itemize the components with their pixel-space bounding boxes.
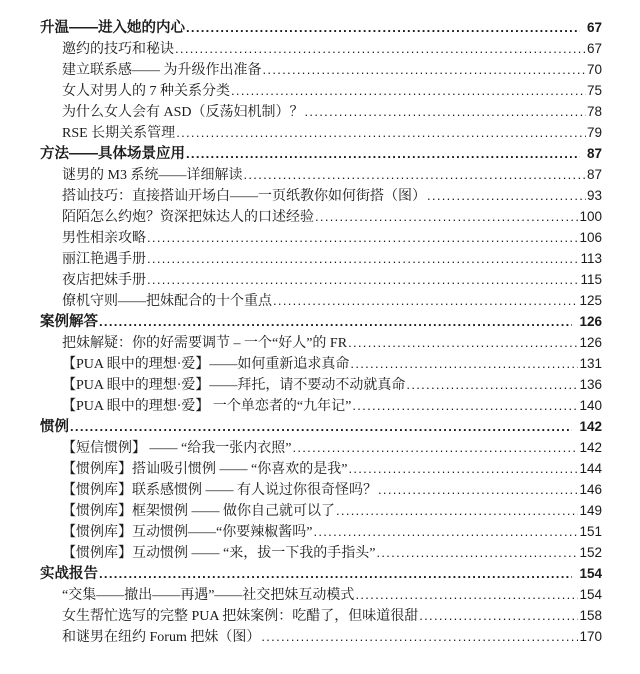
dot-leader [313,521,578,543]
toc-entry-title: 【短信惯例】 —— “给我一张内衣照” [62,441,292,456]
toc-entry-page: 75 [586,83,602,98]
toc-entry-title: 【惯例库】搭讪吸引惯例 —— “你喜欢的是我” [62,462,348,477]
toc-entry-page: 131 [579,356,602,371]
dot-leader [263,59,586,81]
toc-entry-page: 93 [586,188,602,203]
toc-entry-title: 惯例 [40,419,69,435]
toc-entry[interactable] [62,227,602,248]
toc-entry-title: 夜店把妹手册 [62,273,146,288]
toc-entry-page: 126 [579,314,602,329]
toc-entry-title: RSE 长期关系管理 [62,126,176,141]
toc-entry[interactable] [62,122,602,143]
dot-leader [292,437,578,459]
toc-entry-title: 【惯例库】联系感惯例 —— 有人说过你很奇怪吗？ [62,483,377,498]
dot-leader [99,311,572,333]
toc-entry-page: 113 [580,251,602,266]
toc-entry[interactable] [62,59,602,80]
toc-entry-page: 149 [579,503,602,518]
toc-entry[interactable] [62,164,602,185]
dot-leader [231,80,586,102]
toc-entry-page: 142 [579,419,602,434]
toc-entry-page: 100 [579,209,602,224]
toc-entry-title: 【PUA 眼中的理想·爱】——如何重新追求真命 [62,357,350,372]
toc-entry-title: 丽江艳遇手册 [62,252,146,267]
toc-entry-title: 【惯例库】互动惯例——“你要辣椒酱吗” [62,525,313,540]
toc-entry-title: 方法——具体场景应用 [40,146,185,162]
toc-entry-page: 154 [579,587,602,602]
dot-leader [147,248,579,270]
toc-entry-page: 152 [579,545,602,560]
toc-entry[interactable] [62,542,602,563]
dot-leader [378,479,578,501]
dot-leader [350,353,578,375]
toc-entry[interactable] [62,206,602,227]
toc-entry[interactable] [62,500,602,521]
toc-entry[interactable] [62,584,602,605]
dot-leader [186,143,580,165]
toc-entry-page: 158 [579,608,602,623]
toc-entry[interactable] [62,101,602,122]
toc-entry-page: 136 [579,377,602,392]
dot-leader [376,542,578,564]
toc-entry[interactable] [62,185,602,206]
dot-leader [348,458,578,480]
dot-leader [147,269,579,291]
dot-leader [419,605,578,627]
toc-entry-title: 【PUA 眼中的理想·爱】 一个单恋者的“九年记” [62,399,352,414]
toc-entry[interactable] [40,563,602,584]
toc-entry-title: 【惯例库】框架惯例 —— 做你自己就可以了 [62,504,335,519]
toc-entry-page: 78 [586,104,602,119]
toc-entry-page: 87 [586,167,602,182]
dot-leader [70,416,572,438]
dot-leader [406,374,578,396]
toc-entry[interactable] [62,521,602,542]
toc-entry[interactable] [62,248,602,269]
toc-entry-title: 僚机守则——把妹配合的十个重点 [62,294,272,309]
toc-entry-title: 【惯例库】互动惯例 —— “来，拔一下我的手指头” [62,546,376,561]
toc-entry[interactable] [62,38,602,59]
dot-leader [355,584,578,606]
toc-entry-title: 和谜男在纽约 Forum 把妹（图） [62,630,261,645]
dot-leader [176,122,586,144]
toc-entry-title: 把妹解疑：你的好需要调节 – 一个“好人”的 FR [62,336,348,351]
dot-leader [186,17,580,39]
toc-entry[interactable] [62,626,602,647]
toc-entry-title: 为什么女人会有 ASD（反荡妇机制）？ [62,105,304,120]
dot-leader [243,164,586,186]
toc-entry-page: 126 [579,335,602,350]
toc-entry[interactable] [62,80,602,101]
dot-leader [305,101,586,123]
dot-leader [99,563,572,585]
toc-entry-page: 115 [580,272,602,287]
toc-entry-title: 案例解答 [40,314,98,330]
toc-entry-title: 谜男的 M3 系统——详细解读 [62,168,243,183]
toc-entry-page: 142 [579,440,602,455]
toc-entry[interactable] [62,458,602,479]
toc-entry[interactable] [40,17,602,38]
toc-entry-title: 男性相亲攻略 [62,231,146,246]
dot-leader [336,500,578,522]
toc-entry[interactable] [62,605,602,626]
toc-entry-page: 151 [579,524,602,539]
toc-entry-page: 140 [579,398,602,413]
toc-entry-page: 70 [586,62,602,77]
dot-leader [315,206,578,228]
toc-entry-page: 154 [579,566,602,581]
toc-entry[interactable] [40,143,602,164]
toc-entry-title: 陌陌怎么约炮？资深把妹达人的口述经验 [62,210,314,225]
toc-entry-page: 67 [586,20,602,35]
dot-leader [147,227,578,249]
toc-entry-page: 67 [586,41,602,56]
toc-entry[interactable] [62,290,602,311]
toc-entry-title: 女人对男人的 7 种关系分类 [62,84,230,99]
toc-entry-page: 125 [579,293,602,308]
toc-entry-title: 实战报告 [40,566,98,582]
toc-entry-page: 87 [586,146,602,161]
toc-entry[interactable] [62,269,602,290]
toc-entry-page: 106 [579,230,602,245]
dot-leader [261,626,578,648]
toc-entry[interactable] [40,416,602,437]
toc-entry-title: 搭讪技巧：直接搭讪开场白——一页纸教你如何街搭（图） [62,189,426,204]
toc-entry[interactable] [62,374,602,395]
toc-entry-page: 144 [579,461,602,476]
toc-entry-title: “交集——撤出——再遇”——社交把妹互动模式 [62,588,355,603]
toc-entry-page: 79 [586,125,602,140]
toc-entry-title: 女生帮忙选写的完整 PUA 把妹案例：吃醋了，但味道很甜 [62,609,419,624]
toc-list [40,17,602,647]
toc-entry[interactable] [62,437,602,458]
toc-entry-title: 建立联系感—— 为升级作出准备 [62,63,262,78]
dot-leader [352,395,578,417]
dot-leader [348,332,578,354]
toc-entry[interactable] [40,311,602,332]
toc-entry-page: 170 [579,629,602,644]
toc-entry-title: 升温——进入她的内心 [40,20,185,36]
dot-leader [273,290,578,312]
dot-leader [427,185,586,207]
toc-entry-title: 【PUA 眼中的理想·爱】——拜托，请不要动不动就真命 [62,378,406,393]
toc-entry[interactable] [62,479,602,500]
toc-entry-title: 邀约的技巧和秘诀 [62,42,174,57]
dot-leader [175,38,586,60]
toc-entry[interactable] [62,395,602,416]
toc-entry[interactable] [62,332,602,353]
toc-entry-page: 146 [579,482,602,497]
toc-entry[interactable] [62,353,602,374]
